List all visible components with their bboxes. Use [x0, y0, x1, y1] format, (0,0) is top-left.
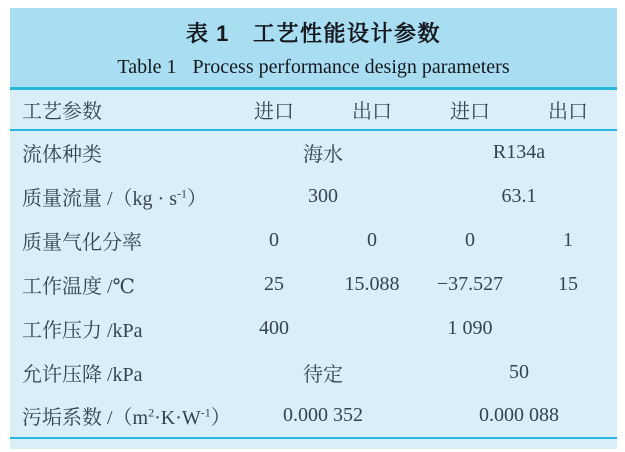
table-title-en — [117, 56, 509, 79]
label-superscript: -1 — [200, 405, 211, 420]
label-text: 污垢系数 /（m — [22, 407, 149, 429]
table-cell: 50 — [509, 360, 529, 383]
row-label — [10, 174, 225, 218]
table-row — [10, 130, 617, 174]
table-cell: 0 — [269, 228, 279, 251]
label-text: 质量流量 /（kg · s — [22, 187, 177, 210]
header-inlet-2: 进口 — [421, 90, 519, 130]
table-row — [10, 174, 617, 218]
label-text: 流体种类 — [22, 144, 102, 166]
table-cell: 300 — [308, 184, 338, 207]
table-cell: 1 — [563, 228, 573, 251]
table-cell: R134a — [492, 141, 546, 163]
table-cell: 63.1 — [501, 184, 537, 207]
table-cell: 0 — [367, 228, 377, 251]
table-cell: 1 090 — [447, 316, 493, 339]
header-parameter: 工艺参数 — [10, 90, 225, 130]
table-row — [10, 262, 617, 306]
table-header-row — [10, 90, 617, 130]
table-number-en: Table 1 — [117, 55, 177, 78]
label-text: 工作压力 /kPa — [22, 319, 143, 342]
label-text: 质量气化分率 — [22, 231, 142, 254]
label-text: ） — [210, 407, 231, 429]
table-row — [10, 306, 617, 350]
table-cell — [323, 306, 421, 350]
table-cell — [519, 306, 617, 350]
label-text: 允许压降 /kPa — [22, 363, 143, 386]
row-label — [10, 218, 225, 262]
row-label — [10, 262, 225, 306]
table-row — [10, 218, 617, 262]
label-text: ·K·W — [154, 407, 201, 429]
table-content-area — [10, 90, 617, 449]
table-sheet — [10, 8, 617, 452]
label-superscript: -1 — [177, 185, 187, 200]
table-header — [10, 90, 617, 130]
header-inlet-1: 进口 — [225, 90, 323, 130]
header-outlet-1: 出口 — [323, 90, 421, 130]
table-cell: 待定 — [303, 363, 343, 386]
table-cell: 0 — [465, 228, 475, 251]
table-caption-zh: 工艺性能设计参数 — [252, 20, 441, 46]
header-outlet-2: 出口 — [519, 90, 617, 130]
table-cell: 15.088 — [344, 272, 400, 295]
table-row — [10, 350, 617, 394]
row-label — [10, 130, 225, 174]
table-cell: −37.527 — [436, 272, 504, 295]
table-title-zh — [186, 17, 441, 48]
row-label — [10, 350, 225, 394]
row-label — [10, 306, 225, 350]
table-title-band — [10, 8, 617, 90]
label-superscript: 2 — [148, 405, 155, 420]
table-cell: 0.000 352 — [283, 404, 363, 426]
row-label — [10, 394, 231, 438]
table-cell: 海水 — [303, 144, 343, 166]
table-cell: 25 — [264, 272, 284, 295]
table-cell: 15 — [558, 272, 578, 295]
table-cell: 0.000 088 — [479, 404, 559, 426]
table-caption-en: Process performance design parameters — [192, 55, 510, 78]
process-parameters-table — [10, 90, 617, 439]
table-cell: 400 — [259, 316, 289, 339]
table-row — [10, 394, 617, 438]
label-text: ） — [187, 187, 207, 210]
label-text: 工作温度 /℃ — [22, 275, 135, 298]
table-body — [10, 130, 617, 438]
table-number-zh: 表 1 — [186, 20, 230, 46]
